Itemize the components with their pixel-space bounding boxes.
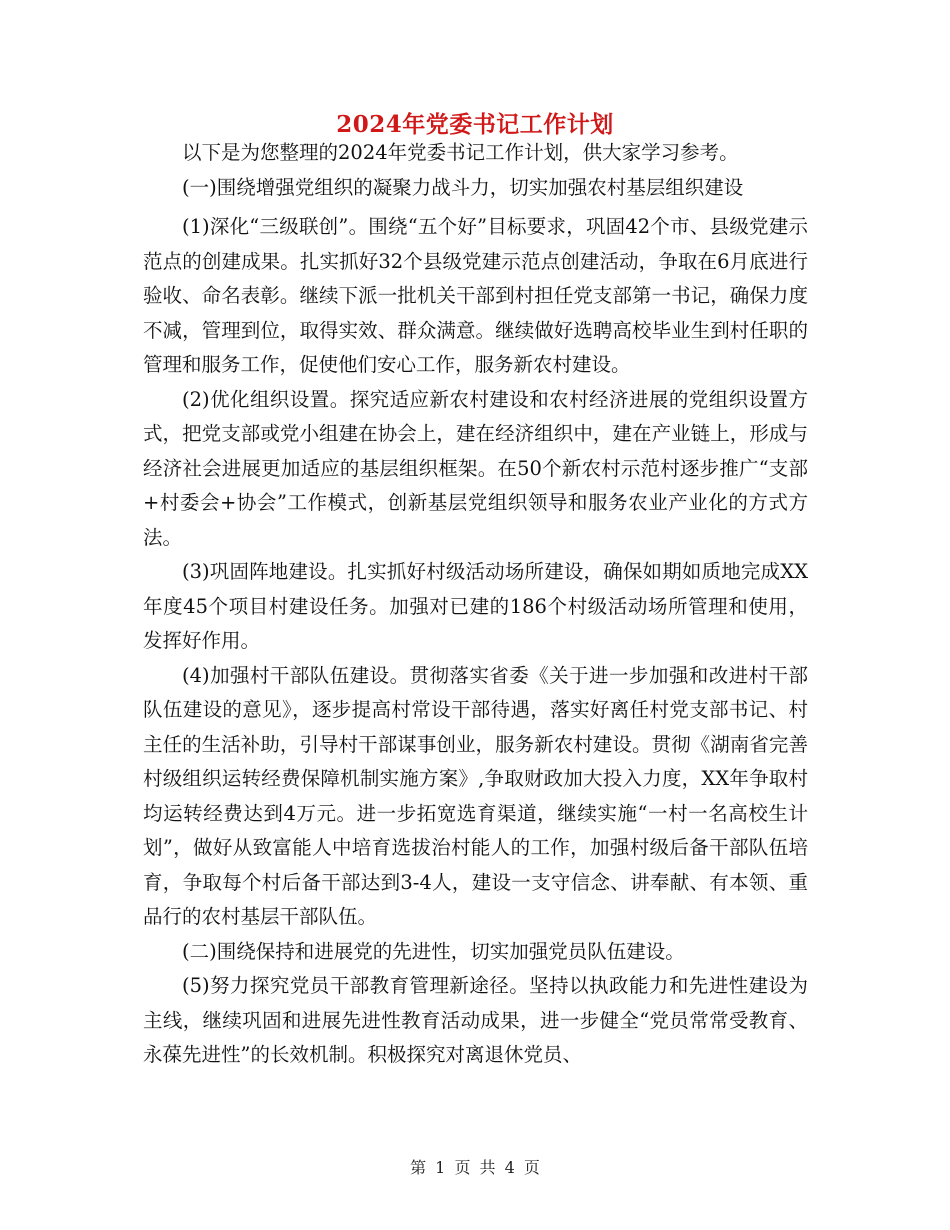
intro-paragraph: 以下是为您整理的2024年党委书记工作计划，供大家学习参考。 [182,141,739,164]
section-heading-2: (二)围绕保持和进展党的先进性，切实加强党员队伍建设。 [182,939,685,963]
document-title: 2024年党委书记工作计划 [336,111,614,138]
paragraph-item-2: (2)优化组织设置。探究适应新农村建设和农村经济进展的党组织设置方式，把党支部或党小组建在协会上，建在经济组织中，建在产业链上，形成与经济社会进展更加适应的基层组织框架。在50个新农村示范村逐步推广“支部+村委会+协会”工作模式，创新基层党组织领导和服务农业产业化的方式方法。 [143,387,808,549]
paragraph-item-4: (4)加强村干部队伍建设。贯彻落实省委《关于进一步加强和改进村干部队伍建设的意见》，逐步提高村常设干部待遇，落实好离任村党支部书记、村主任的生活补助，引导村干部谋事创业，服务新农村建设。贯彻《湖南省完善村级组织运转经费保障机制实施方案》,争取财政加大投入力度，XX年争取村均运转经费达到4万元。进一步拓宽选育渠道，继续实施“一村一名高校生计划”，做好从致富能人中培育选拔治村能人的工作，加强村级后备干部队伍培育，争取每个村后备干部达到3-4人，建设一支守信念、讲奉献、有本领、重品行的农村基层干部队伍。 [143,663,808,928]
page-number-footer: 第 1 页 共 4 页 [410,1158,540,1177]
paragraph-item-3: (3)巩固阵地建设。扎实抓好村级活动场所建设，确保如期如质地完成XX年度45个项目村建设任务。加强对已建的186个村级活动场所管理和使用，发挥好作用。 [143,560,808,652]
paragraph-item-5: (5)努力探究党员干部教育管理新途径。坚持以执政能力和先进性建设为主线，继续巩固和进展先进性教育活动成果，进一步健全“党员常常受教育、永葆先进性”的长效机制。积极探究对离退休党员、 [143,974,808,1066]
document-body [143,136,808,1073]
section-heading-1: (一)围绕增强党组织的凝聚力战斗力，切实加强农村基层组织建设 [182,175,744,199]
paragraph-item-1: (1)深化“三级联创”。围绕“五个好”目标要求，巩固42个市、县级党建示范点的创建成果。扎实抓好32个县级党建示范点创建活动，争取在6月底进行验收、命名表彰。继续下派一批机关干部到村担任党支部第一书记，确保力度不减，管理到位，取得实效、群众满意。继续做好选聘高校毕业生到村任职的管理和服务工作，促使他们安心工作，服务新农村建设。 [143,215,808,376]
